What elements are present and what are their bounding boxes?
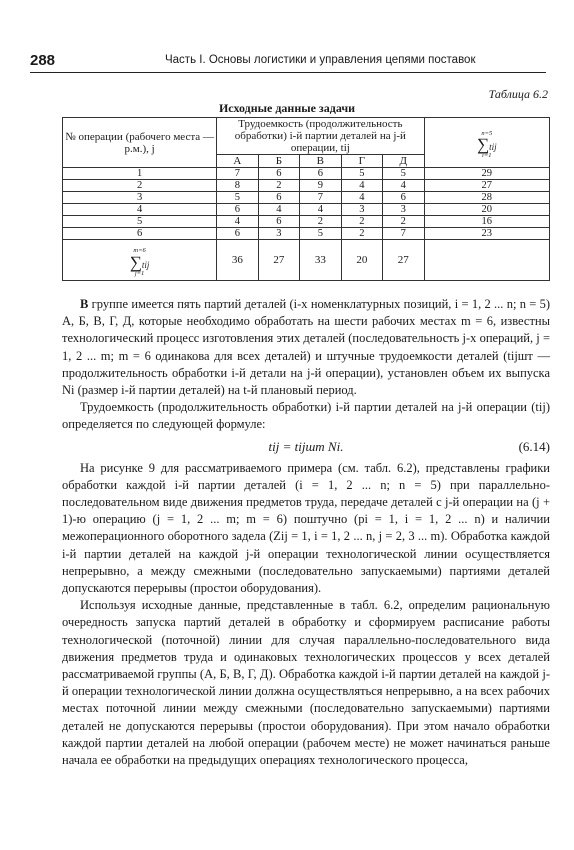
cell-value: 6 (258, 192, 299, 204)
op-number: 3 (63, 192, 217, 204)
op-number: 2 (63, 180, 217, 192)
cell-value: 3 (258, 228, 299, 240)
cell-value: 6 (217, 228, 258, 240)
column-total: 27 (383, 240, 424, 281)
cell-value: 9 (300, 180, 341, 192)
table-title: Исходные данные задачи (218, 101, 356, 115)
formula-6-14 (62, 434, 550, 460)
op-number: 1 (63, 168, 217, 180)
formula-expression: tij = tijшт Ni. (268, 438, 344, 454)
paragraph: Трудоемкость (продолжительность обработки) i-й партии деталей на j-й операции (tij) определяется по следующей формуле: (62, 400, 550, 432)
row-sum: 27 (424, 180, 549, 192)
cell-value: 2 (258, 180, 299, 192)
cell-value: 6 (217, 204, 258, 216)
running-title: Часть I. Основы логистики и управления цепями поставок (165, 54, 476, 66)
cell-value: 6 (258, 168, 299, 180)
cell-value: 2 (383, 216, 424, 228)
cell-value: 7 (300, 192, 341, 204)
cell-value: 3 (383, 204, 424, 216)
cell-value: 6 (383, 192, 424, 204)
cell-value: 3 (341, 204, 382, 216)
cell-value: 2 (341, 216, 382, 228)
row-sum-header (424, 118, 549, 168)
row-sum: 28 (424, 192, 549, 204)
cell-value: 6 (300, 168, 341, 180)
table-row (63, 180, 550, 192)
empty-cell (424, 240, 549, 281)
cell-value: 5 (300, 228, 341, 240)
column-total: 36 (217, 240, 258, 281)
cell-value: 7 (217, 168, 258, 180)
paragraph: Используя исходные данные, представленные в табл. 6.2, определим рациональную очередность запуска партий деталей в обработку и сформируем расписание работы технологической (поточной) линии для случая параллельно-последовательного вида движения предметов труда и одинаковых технологических процессов у всех деталей рассматриваемой группы (А, Б, В, Г, Д). Обработка каждой i-й партии деталей на каждой j-й операции технологической линии должна осуществляться непрерывно, а на всех рабочих местах поточной линии между смежными (последовательно запускаемыми) партиями деталей не допускаются перерывы (простои оборудования). При этом начало обработки каждой партии деталей на любой операции (рабочем месте) не может начинаться раньше начала ее обработки на предыдущих операциях технологического процесса, (62, 598, 550, 768)
labor-intensity-group-header: Трудоемкость (продолжительность обработки) i-й партии деталей на j-й операции, tij (217, 118, 424, 155)
source-data-table (62, 117, 550, 281)
paragraph: На рисунке 9 для рассматриваемого примера (см. табл. 6.2), представлены графики обработки каждой i-й партии деталей (i = 1, 2 ... n; n = 5) при параллельно-последовательном виде движения предметов труда, передаче деталей с j-й операции на (j + 1)-ю операцию (j = 1, 2 ... m; m = 6) поштучно (pi = 1, i = 1, 2 ... n) и наличии межоперационного оборотного задела (Zij = 1, i = 1, 2 ... n, j = 2, 3 ... m). Обработка каждой i-й партии деталей на каждой j-й операции технологической линии осуществляется непрерывно, а между смежными (последовательно запускаемыми) партиями деталей допускаются перерывы (простои оборудования). (62, 460, 550, 596)
batch-header-a: А (217, 155, 258, 168)
op-number: 5 (63, 216, 217, 228)
table-header-row (63, 118, 550, 155)
cell-value: 2 (300, 216, 341, 228)
row-sum: 16 (424, 216, 549, 228)
sum-over-j-symbol: m=6 ∑tij j=1 (129, 247, 150, 277)
column-total: 33 (300, 240, 341, 281)
running-header (30, 52, 550, 72)
page-number: 288 (30, 52, 56, 69)
cell-value: 4 (217, 216, 258, 228)
paragraph-lead: В (80, 297, 89, 311)
row-sum: 23 (424, 228, 549, 240)
table-caption: Таблица 6.2 (488, 87, 548, 101)
cell-value: 4 (341, 180, 382, 192)
op-number: 4 (63, 204, 217, 216)
totals-row (63, 240, 550, 281)
operation-column-header: № операции (рабочего места — р.м.), j (63, 118, 217, 168)
cell-value: 7 (383, 228, 424, 240)
cell-value: 8 (217, 180, 258, 192)
op-number: 6 (63, 228, 217, 240)
paragraph-text: группе имеется пять партий деталей (i-х номенклатурных позиций, i = 1, 2 ... n; n = 5) А, Б, В, Г, Д, которые необходимо обработать на шести рабочих местах m = 6, известны технологический процесс изготовления этих деталей (последовательность j-х операций, j = 1, 2 ... m; m = 6 одинакова для всех деталей) и штучные трудоемкости деталей (tijшт — продолжительность обработки i-й детали на j-й операции), установлен объем их выпуска Ni (размер i-й партии деталей) на t-й плановый период. (62, 297, 550, 398)
sum-over-i-symbol: n=5 ∑tij i=1 (476, 129, 497, 159)
cell-value: 5 (383, 168, 424, 180)
column-total: 27 (258, 240, 299, 281)
table-row (63, 216, 550, 228)
cell-value: 4 (341, 192, 382, 204)
cell-value: 4 (258, 204, 299, 216)
cell-value: 4 (300, 204, 341, 216)
paragraph (62, 296, 550, 399)
batch-header-b: Б (258, 155, 299, 168)
row-sum: 20 (424, 204, 549, 216)
cell-value: 4 (383, 180, 424, 192)
batch-header-g: Г (341, 155, 382, 168)
column-total: 20 (341, 240, 382, 281)
table-row (63, 228, 550, 240)
cell-value: 2 (341, 228, 382, 240)
cell-value: 5 (341, 168, 382, 180)
table-row (63, 204, 550, 216)
batch-header-v: В (300, 155, 341, 168)
table-row (63, 168, 550, 180)
formula-number: (6.14) (518, 438, 550, 454)
table-row (63, 192, 550, 204)
body-text (62, 296, 550, 769)
column-sum-label (63, 240, 217, 281)
header-rule (30, 72, 546, 73)
row-sum: 29 (424, 168, 549, 180)
cell-value: 5 (217, 192, 258, 204)
batch-header-d: Д (383, 155, 424, 168)
cell-value: 6 (258, 216, 299, 228)
